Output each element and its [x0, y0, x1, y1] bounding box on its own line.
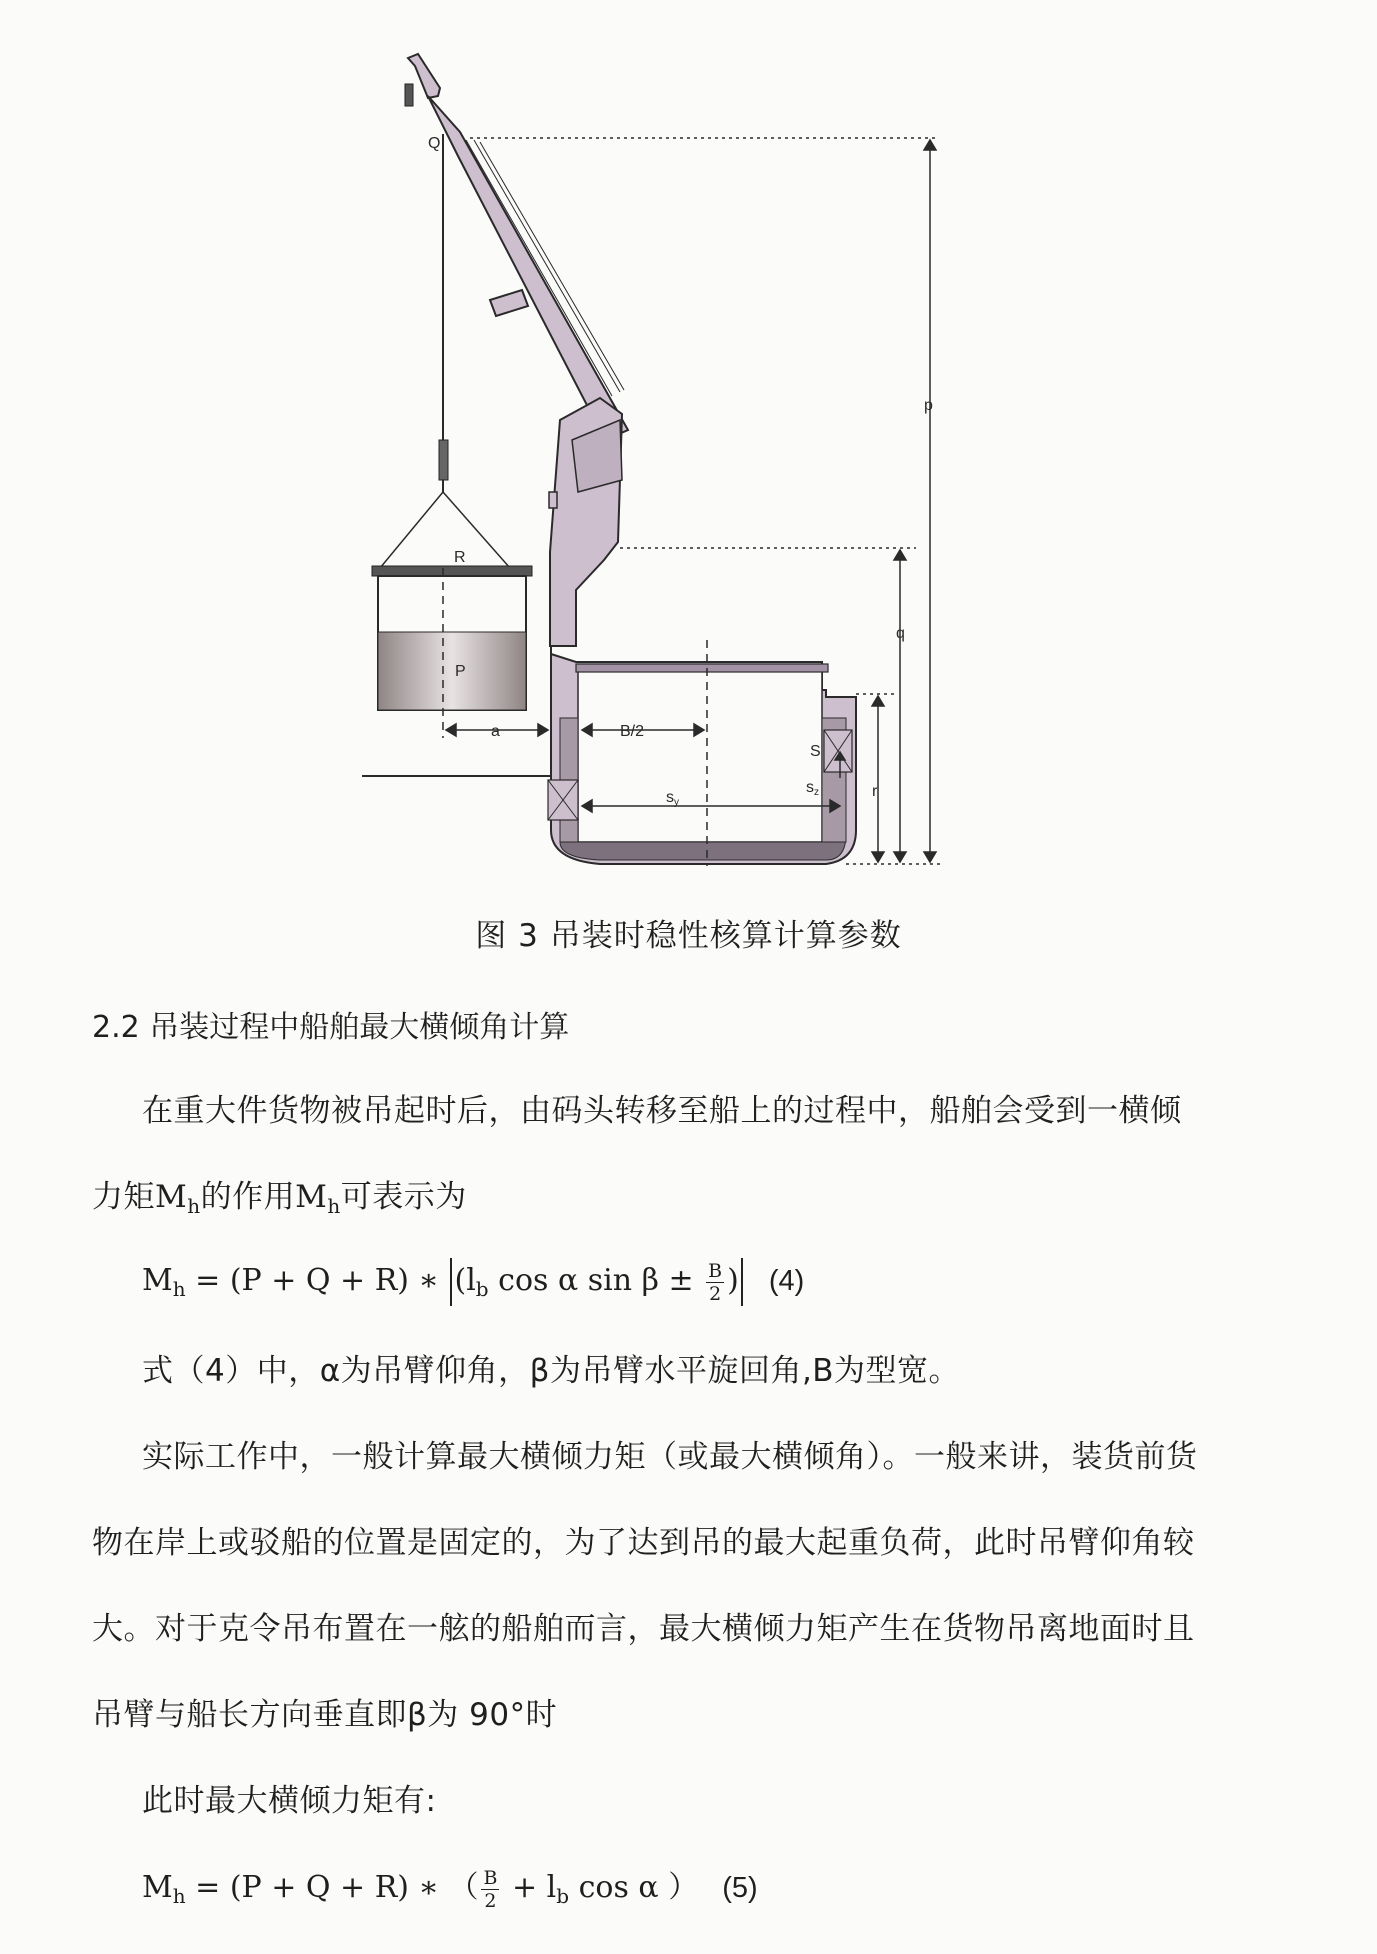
paragraph-1 — [92, 1068, 1342, 1154]
symbol-Mh: $M_h$ — [155, 1179, 201, 1218]
paragraph-1-line-1: 在重大件货物被吊起时后，由码头转移至船上的过程中，船舶会受到一横倾 — [142, 1093, 1182, 1129]
label-R: R — [454, 549, 466, 566]
label-S: S — [810, 743, 821, 760]
text-run: 力矩 — [92, 1179, 155, 1215]
label-sy: sy — [666, 789, 679, 808]
paragraph-3-line-1: 实际工作中，一般计算最大横倾力矩（或最大横倾角）。一般来讲，装货前货 — [142, 1439, 1198, 1475]
paragraph-3-line-3: 大。对于克令吊布置在一舷的船舶而言，最大横倾力矩产生在货物吊离地面时且 — [92, 1611, 1195, 1647]
crane-boom — [405, 54, 628, 440]
label-sz: sz — [806, 779, 819, 798]
paragraph-2: 式（4）中，α为吊臂仰角，β为吊臂水平旋回角,B为型宽。 — [142, 1353, 961, 1389]
text-run: 可表示为 — [340, 1179, 467, 1215]
equation-5: $M_h = (P + Q + R)$ ∗ （ $\frac{B}{2}$ + $l_b$ cos α ） (5) — [142, 1866, 758, 1912]
label-a: a — [491, 723, 500, 740]
text-run: 的作用 — [200, 1179, 296, 1215]
crane-stability-figure — [0, 0, 1377, 900]
section-heading: 2.2 吊装过程中船舶最大横倾角计算 — [92, 1010, 570, 1045]
label-p: p — [924, 397, 933, 414]
equation-5-number: (5) — [722, 1872, 758, 1904]
paragraph-3-line-4: 吊臂与船长方向垂直即β为 90°时 — [92, 1697, 558, 1733]
label-q: q — [896, 625, 905, 642]
paragraph-1-line-2 — [92, 1154, 1292, 1249]
cargo-load — [372, 566, 532, 710]
paragraph-3-line-2: 物在岸上或驳船的位置是固定的，为了达到吊的最大起重负荷，此时吊臂仰角较 — [92, 1525, 1195, 1561]
label-B2: B/2 — [620, 723, 645, 740]
symbol-Mh: $M_h$ — [295, 1179, 341, 1218]
label-r: r — [872, 783, 878, 800]
figure-caption: 图 3 吊装时稳性核算计算参数 — [475, 918, 902, 954]
equation-4-number: (4) — [768, 1265, 805, 1297]
equation-4: $M_h = (P + Q + R)$ ∗ ($l_b$ cos α sin β ± $\frac{B}{2}$ ) (4) — [142, 1259, 805, 1305]
paragraph-4: 此时最大横倾力矩有: — [142, 1783, 437, 1819]
label-P: P — [455, 663, 466, 680]
label-Q: Q — [428, 135, 441, 152]
